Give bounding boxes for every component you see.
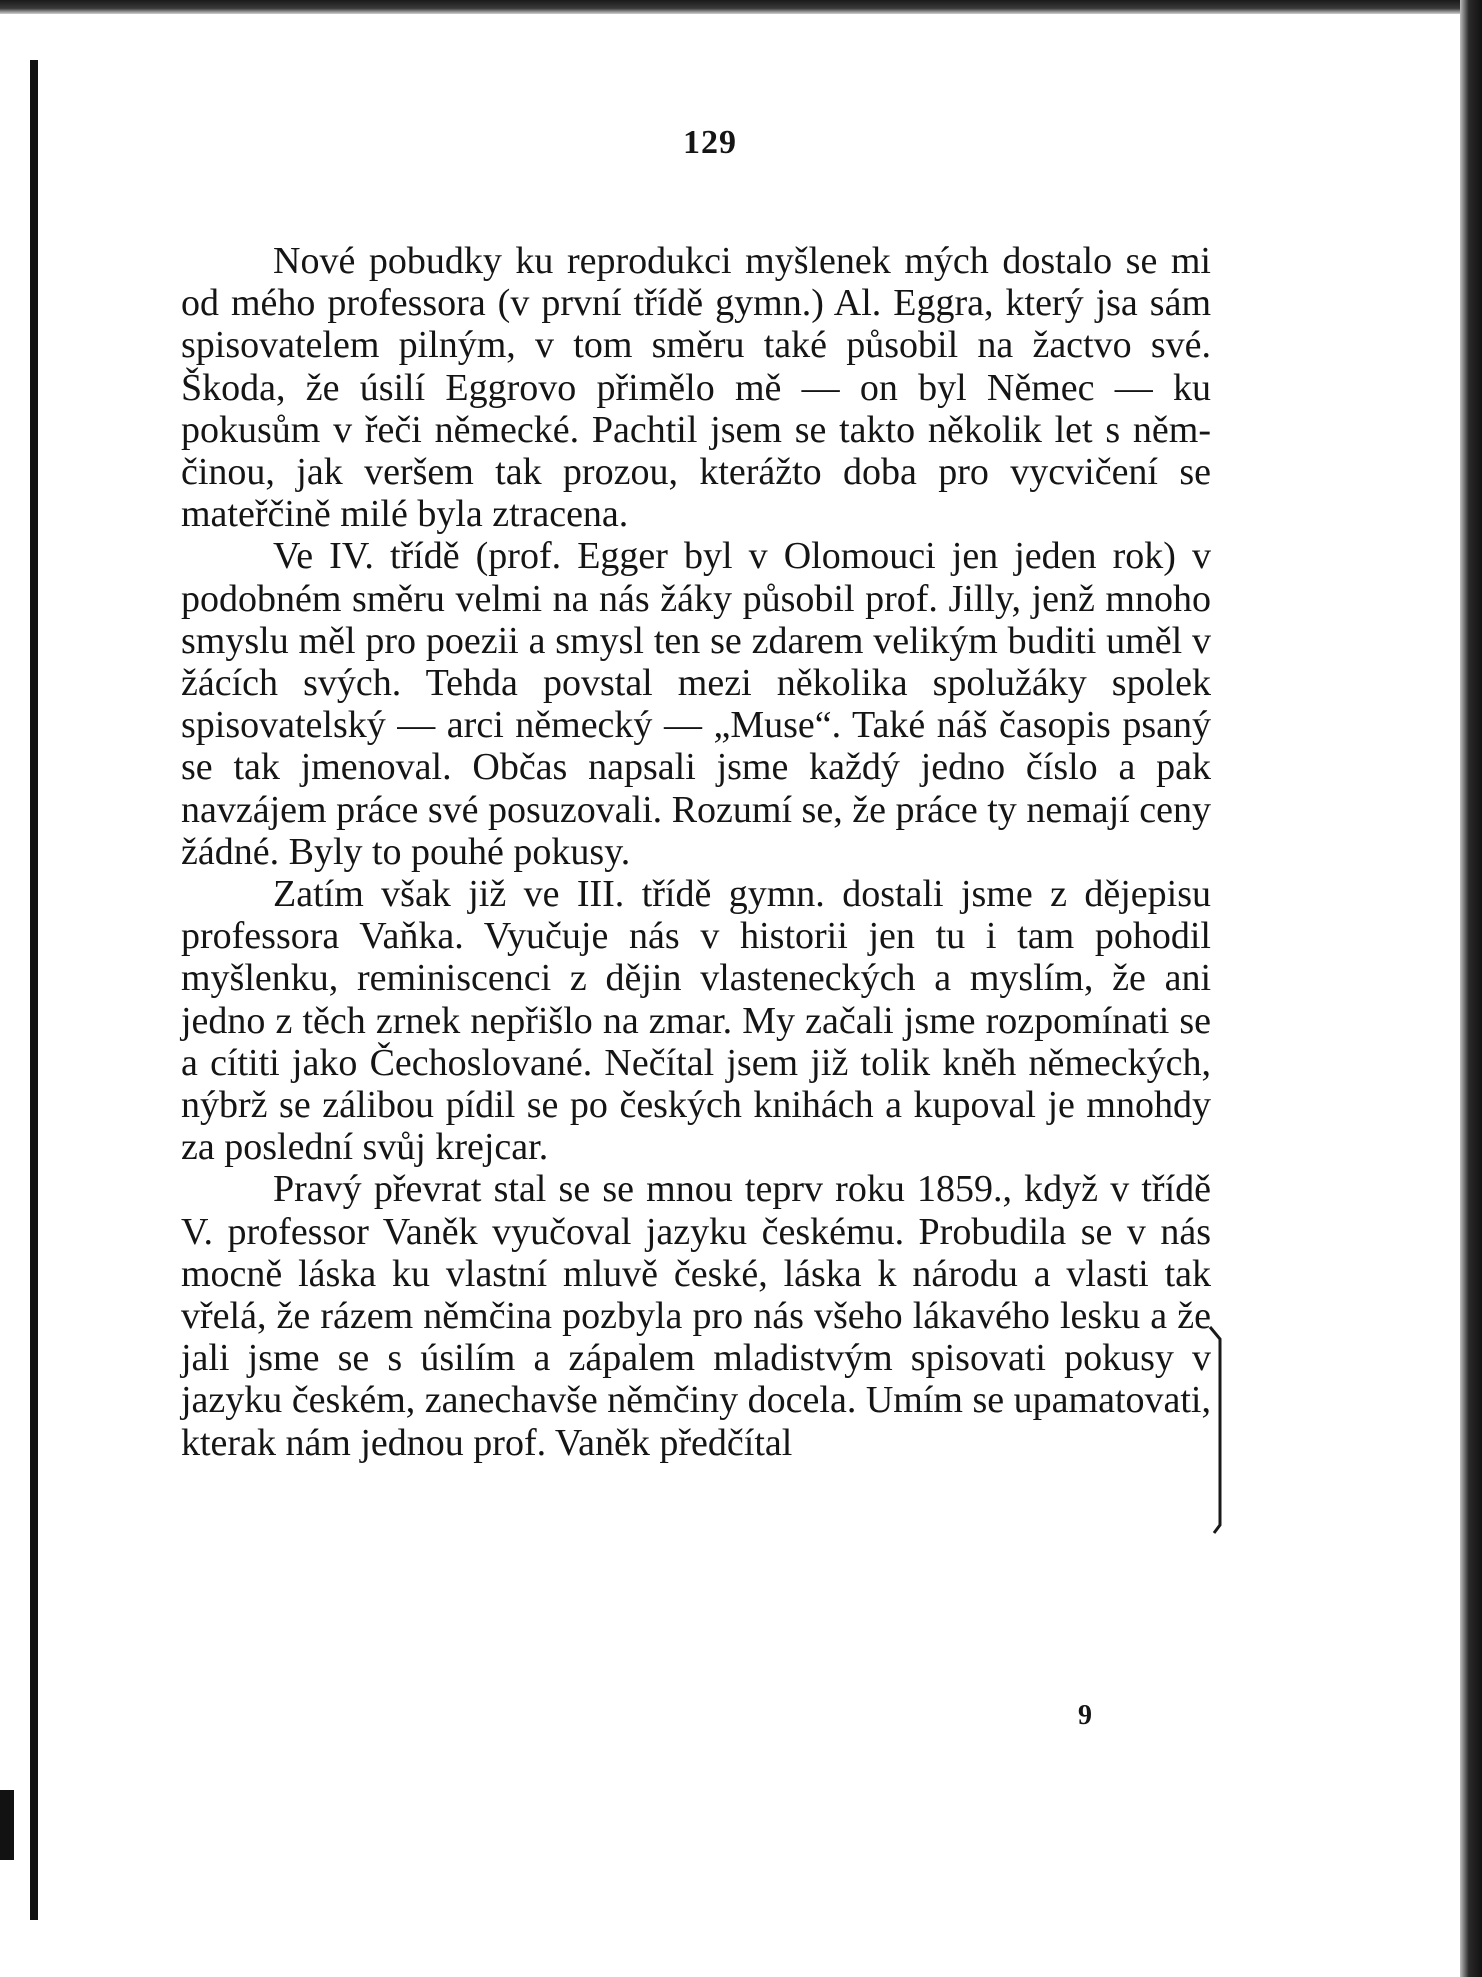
signature-mark: 9 [1078, 1700, 1092, 1731]
paragraph-2: Ve IV. třídě (prof. Egger byl v Olomouci jen jeden rok) v podobném směru velmi na nás žáky působil prof. Jilly, jenž mnoho smyslu měl pro poezii a smysl ten se zdarem velikým buditi uměl v žácích svých. Tehda povstal mezi několika spolužáky spolek spisovatelský — arci německý — „Muse“. Také náš časopis psaný se tak jmenoval. Občas napsali jsme každý jedno číslo a pak navzájem práce své posuzovali. Rozumí se, že práce ty nemají ceny žádné. Byly to pouhé pokusy. [181, 535, 1211, 873]
margin-bracket-mark [1208, 1325, 1228, 1535]
paragraph-3: Zatím však již ve III. třídě gymn. dostali jsme z dějepisu professora Vaňka. Vyučuje nás v historii jen tu i tam pohodil myšlenku, reminiscenci z dějin vlasteneckých a myslím, že ani jedno z těch zrnek nepřišlo na zmar. My začali jsme rozpomínati se a cítiti jako Čechoslované. Nečítal jsem již tolik kněh německých, nýbrž se zálibou pídil se po českých knihách a kupoval je mnohdy za poslední svůj krejcar. [181, 873, 1211, 1169]
binding-edge [30, 60, 38, 1920]
page-number: 129 [683, 124, 737, 161]
paragraph-4: Pravý převrat stal se se mnou teprv roku 1859., když v třídě V. professor Vaněk vyučoval jazyku českému. Probudila se v nás mocně láska ku vlastní mluvě české, láska k národu a vlasti tak vřelá, že rázem němčina pozbyla pro nás všeho lákavého lesku a že jali jsme se s úsilím a zápalem mladistvým spisovati pokusy v jazyku českém, zanechavše němčiny docela. Umím se upamatovati, kterak nám jednou prof. Vaněk předčítal [181, 1168, 1211, 1464]
binding-mark [0, 1790, 14, 1860]
paragraph-1: Nové pobudky ku reprodukci myšlenek mých dostalo se mi od mého professora (v první třídě gymn.) Al. Eggra, který jsa sám spisovatelem pilným, v tom směru také působil na žactvo své. Škoda, že úsilí Eggrovo přimělo mě — on byl Němec — ku pokusům v řeči německé. Pachtil jsem se takto několik let s němčinou, jak veršem tak prozou, kterážto doba pro vycvičení se mateřčině milé byla ztracena. [181, 240, 1211, 536]
scan-top-edge [0, 0, 1482, 14]
body-text [181, 240, 1211, 1464]
scan-right-edge [1460, 0, 1482, 1977]
